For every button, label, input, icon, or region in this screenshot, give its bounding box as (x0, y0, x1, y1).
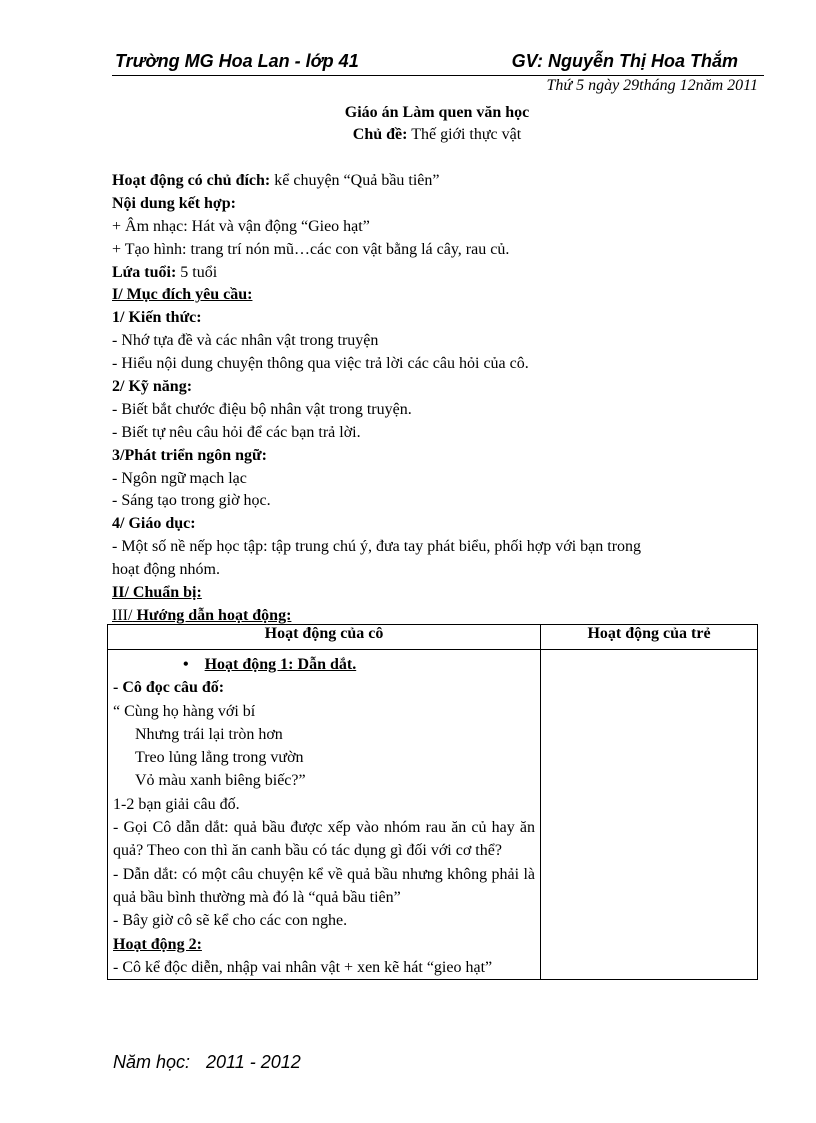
riddle-line: “ Cùng họ hàng với bí (113, 702, 256, 720)
list-item: - Một số nề nếp học tập: tập trung chú ý, đưa tay phát biểu, phối hợp với bạn trong (112, 538, 642, 556)
school-year-label: Năm học: (113, 1052, 191, 1072)
topic-line (0, 126, 816, 144)
column-header-teacher: Hoạt động của cô (108, 625, 541, 650)
subsection-heading: 1/ Kiến thức: (112, 309, 202, 327)
teacher-name: GV: Nguyễn Thị Hoa Thắm (511, 51, 738, 71)
document-title: Giáo án Làm quen văn học (344, 104, 530, 121)
list-item: - Nhớ tựa đề và các nhân vật trong truyện (112, 332, 379, 350)
topic-value: Thế giới thực vật (407, 126, 522, 143)
activity-heading: Hoạt động 2: (113, 935, 202, 953)
paragraph: - Gọi Cô dẫn dắt: quả bầu được xếp vào nhóm rau ăn củ hay ăn quả? Theo con thì ăn canh bầu có tác dụng gì đối với cơ thể? (113, 819, 535, 860)
school-class: Trường MG Hoa Lan - lớp 41 (115, 51, 359, 71)
school-year: 2011 - 2012 (206, 1052, 301, 1072)
info-line: Lứa tuổi: 5 tuổi (112, 263, 218, 281)
riddle-line: Vỏ màu xanh biêng biếc?” (135, 772, 306, 790)
riddle-heading: - Cô đọc câu đố: (113, 679, 225, 697)
subsection-heading: 2/ Kỹ năng: (112, 378, 193, 396)
section-heading: III/ Hướng dẫn hoạt động: (112, 606, 292, 624)
info-line: + Âm nhạc: Hát và vận động “Gieo hạt” (112, 217, 370, 235)
list-item: - Biết tự nêu câu hỏi để các bạn trả lời. (112, 423, 361, 441)
riddle-line: Nhưng trái lại tròn hơn (135, 725, 283, 743)
info-line: Nội dung kết hợp: (112, 194, 237, 212)
list-item: - Sáng tạo trong giờ học. (112, 492, 271, 510)
subsection-heading: 3/Phát triển ngôn ngữ: (112, 446, 267, 464)
paragraph: - Bây giờ cô sẽ kể cho các con nghe. (113, 912, 348, 930)
section-heading: I/ Mục đích yêu cầu: (112, 286, 253, 304)
subsection-heading: 4/ Giáo dục: (112, 515, 196, 533)
lesson-date: Thứ 5 ngày 29tháng 12năm 2011 (546, 77, 758, 94)
list-item: - Ngôn ngữ mạch lạc (112, 469, 247, 487)
bullet-icon: • (183, 656, 189, 673)
activities-table (107, 624, 758, 980)
paragraph: - Dẫn dắt: có một câu chuyện kể về quả bầu nhưng không phải là quả bầu bình thường mà đó là “quả bầu tiên” (113, 865, 535, 906)
paragraph: 1-2 bạn giải câu đố. (113, 795, 240, 813)
page-header (112, 51, 764, 76)
teacher-activities-cell (108, 650, 541, 980)
list-item: hoạt động nhóm. (112, 561, 220, 579)
list-item: - Biết bắt chước điệu bộ nhân vật trong truyện. (112, 400, 412, 418)
lesson-body (112, 170, 772, 628)
paragraph: - Cô kể độc diễn, nhập vai nhân vật + xen kẽ hát “gieo hạt” (113, 958, 493, 976)
page-footer (113, 1052, 301, 1073)
riddle-line: Treo lủng lẳng trong vườn (135, 749, 304, 767)
list-item: - Hiểu nội dung chuyện thông qua việc trả lời các câu hỏi của cô. (112, 355, 529, 373)
activity-heading: • Hoạt động 1: Dẫn dắt. (183, 656, 357, 673)
column-header-children: Hoạt động của trẻ (541, 625, 758, 650)
section-heading: II/ Chuẩn bị: (112, 584, 202, 602)
info-line: Hoạt động có chủ đích: kể chuyện “Quả bầu tiên” (112, 172, 440, 189)
topic-label: Chủ đề: (352, 126, 408, 143)
children-activities-cell (541, 650, 758, 980)
info-line: + Tạo hình: trang trí nón mũ…các con vật bằng lá cây, rau củ. (112, 240, 510, 258)
